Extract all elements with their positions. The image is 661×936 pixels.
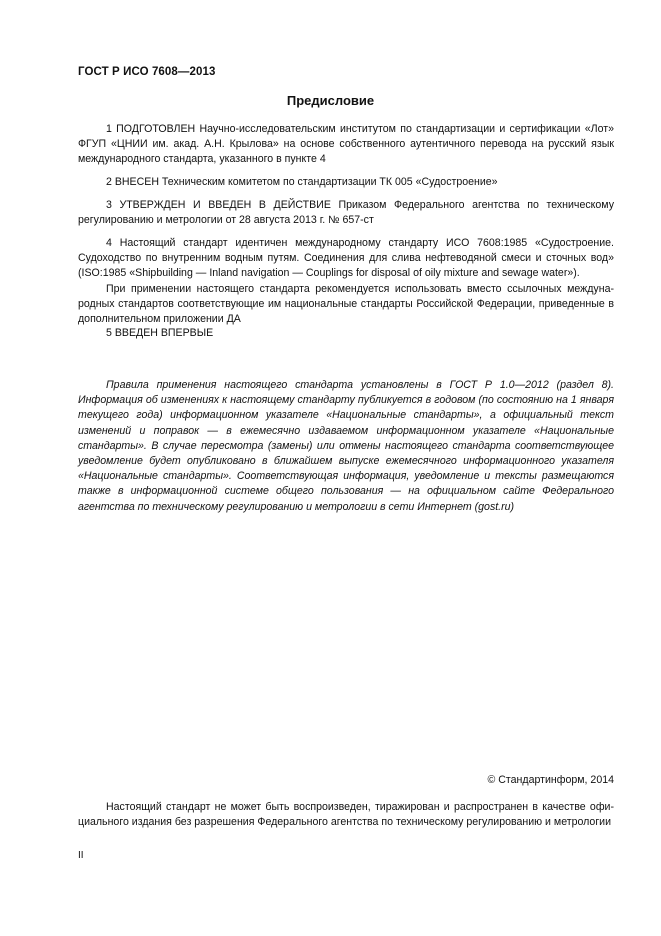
- page-title: Предисловие: [286, 93, 375, 108]
- notice-paragraph: Настоящий стандарт не может быть воспроизведен, тиражирован и распространен в качестве официального издания без разрешения Федерального агентства по техническому регулированию и метрологии: [78, 801, 614, 829]
- copyright-line: © Стандартинформ, 2014: [487, 774, 614, 786]
- foreword-paragraph: 2 ВНЕСЕН Техническим комитетом по стандартизации ТК 005 «Судостроение»: [106, 176, 498, 188]
- foreword-paragraph: 1 ПОДГОТОВЛЕН Научно-исследовательским институтом по стандартизации и сертификации «Лот» ФГУП «ЦНИИ им. акад. А.Н. Крылова» на основе собственного аутентичного перевода на русский язык международного стандарта, указанного в пункте 4: [78, 123, 614, 166]
- page-number: II: [78, 850, 84, 861]
- foreword-item-1: [78, 122, 614, 168]
- foreword-item-5: [78, 326, 614, 341]
- notice-paragraph: Правила применения настоящего стандарта установлены в ГОСТ Р 1.0—2012 (раздел 8). Информация об изменениях к настоящему стандарту публикуется в годовом (по состоянию на 1 января текущего года) информационном указателе «Национальные стандарты», а официальный текст изменений и поправок — в ежемесячно издаваемом информационном указателе «Национальные стандарты». В случае пересмотра (замены) или отмены настоящего стандарта соответствующее уведомление будет опубликовано в ближайшем выпуске ежемесячного информационного указателя «Национальные стандарты». Соответствующая информация, уведомление и тексты размещаются также в информационной системе общего пользования — на официальном сайте Федерального агентства по техническому регулированию и метрологии в сети Интернет (gost.ru): [78, 379, 614, 513]
- application-rules-notice: [78, 378, 614, 515]
- foreword-item-2: [78, 175, 614, 190]
- foreword-item-3: [78, 198, 614, 228]
- standard-code-header: ГОСТ Р ИСО 7608—2013: [78, 66, 216, 78]
- foreword-paragraph: При применении настоящего стандарта рекомендуется использовать вместо ссылочных международных стандартов соответствующие им национальные стандарты Российской Федерации, приведенные в дополнительном приложении ДА: [78, 282, 614, 326]
- reproduction-notice: [78, 800, 614, 830]
- foreword-paragraph: 3 УТВЕРЖДЕН И ВВЕДЕН В ДЕЙСТВИЕ Приказом Федерального агентства по техническому регулированию и метрологии от 28 августа 2013 г. № 657-ст: [78, 199, 614, 227]
- foreword-paragraph: 4 Настоящий стандарт идентичен международному стандарту ИСО 7608:1985 «Судостроение. Судоходство по внутренним водным путям. Соединения для слива нефтеводяной смеси и сточных вод» (ISO:1985 «Shipbuilding — Inland navigation — Couplings for disposal of oily mixture and sewage water»).: [78, 237, 614, 280]
- foreword-paragraph: 5 ВВЕДЕН ВПЕРВЫЕ: [106, 327, 214, 339]
- foreword-item-4: [78, 236, 614, 327]
